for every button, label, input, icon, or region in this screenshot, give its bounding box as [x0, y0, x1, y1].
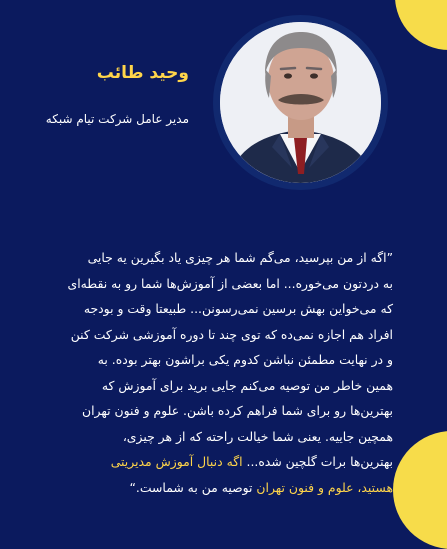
quote-highlight: هستید، علوم و فنون تهران: [256, 479, 393, 495]
quote-line: همچین جاییه. یعنی شما خیالت راحته که از هر چیزی،: [122, 428, 393, 444]
quote-line: افراد هم اجازه نمی‌ده که توی چند تا دوره آموزشی شرکت کنن: [70, 326, 393, 342]
profile-photo: [213, 15, 388, 190]
portrait-illustration: [220, 22, 381, 183]
testimonial-quote: [27, 245, 393, 500]
quote-closing: توصیه من به شماست.“: [129, 479, 257, 495]
quote-line-text: بهترین‌ها برات گلچین شده...: [242, 454, 393, 469]
quote-highlight: اگه دنبال آموزش مدیریتی: [110, 454, 243, 469]
quote-line: به دردتون می‌خوره... اما بعضی از آموزش‌ها شما رو به نقطه‌ای: [67, 275, 393, 291]
quote-line: ”اگه از من بپرسید، می‌گم شما هر چیزی یاد بگیرین یه جایی: [87, 250, 393, 265]
quote-line: همین خاطر من توصیه می‌کنم جایی برید برای آموزش که: [101, 377, 393, 393]
quote-line: [27, 449, 393, 475]
quote-line: بهترین‌ها رو برای شما فراهم کرده باشن. علوم و فنون تهران: [82, 403, 393, 418]
person-title: مدیر عامل شرکت تیام شبکه: [45, 112, 189, 126]
decor-circle-bottom-right: [393, 431, 447, 549]
quote-line: و در نهایت مطمئن نباشن کدوم یکی براشون بهتر بوده. به: [97, 352, 393, 367]
quote-line: [27, 475, 393, 501]
quote-line: که می‌خواین بهش برسین نمی‌رسونن... طبیعتا وقت و بودجه: [83, 301, 393, 316]
person-name: وحید طائب: [96, 63, 189, 83]
decor-circle-top-right: [395, 0, 447, 50]
